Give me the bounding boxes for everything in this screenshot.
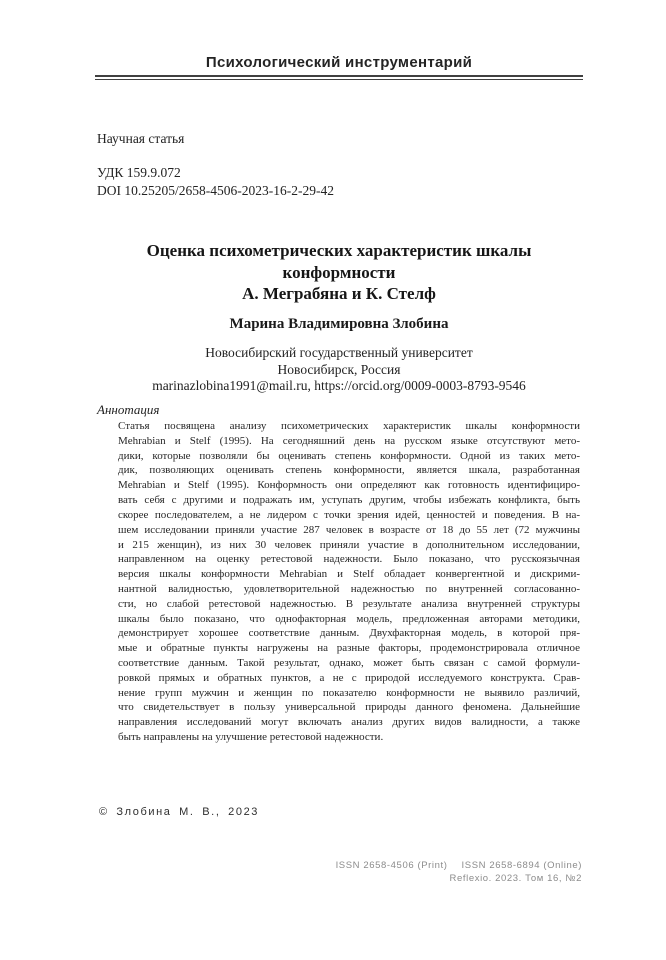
abstract-line: нение групп мужчин и женщин по показателю конформности не выявило различий, [118, 686, 580, 699]
abstract-text [118, 419, 580, 745]
abstract-line: Статья посвящена анализу психометрических характеристик шкалы конформности [118, 420, 580, 432]
page-footer [336, 859, 582, 885]
footer-issn-row [336, 859, 582, 872]
affiliation-city: Новосибирск, Россия [277, 361, 401, 377]
abstract-line: ровкой прямых и обратных пунктов, а не с природой исследуемого конструкта. Срав- [118, 671, 580, 684]
abstract-line: мые и обратные пункты нагружены на разные факторы, продемонстрировала отличное [118, 642, 580, 655]
article-title-line: Оценка психометрических характеристик шкалы [146, 241, 532, 260]
abstract-label: Аннотация [97, 402, 160, 417]
journal-volume-line: Reflexio. 2023. Том 16, №2 [449, 873, 582, 884]
abstract-line: дик, позволяющих оценивать степень конформности, является шкала, разработанная [118, 464, 580, 477]
doi-number: DOI 10.25205/2658-4506-2023-16-2-29-42 [97, 183, 334, 198]
article-title [92, 240, 586, 305]
affiliation-university: Новосибирский государственный университет [205, 345, 473, 360]
abstract-line: нантной валидностью, удовлетворительной надежностью по внутренней согласованно- [118, 582, 580, 595]
article-type-label: Научная статья [97, 131, 185, 146]
author-name: Марина Владимировна Злобина [229, 316, 449, 332]
copyright-notice: © Злобина М. В., 2023 [99, 806, 260, 818]
abstract-line: шем исследовании приняли участие 287 человек в возрасте от 18 до 55 лет (72 мужчины [118, 523, 580, 536]
abstract-line: шкалы было показано, что однофакторная модель, предложенная авторами методики, [118, 612, 580, 625]
article-title-line: конформности [282, 262, 396, 282]
abstract-line: демонстрирует хорошее соответствие данным. Двухфакторная модель, в которой пря- [118, 627, 580, 640]
abstract-line: направленном на оценку ретестовой надежности. Было показано, что русскоязычная [118, 553, 580, 566]
issn-online: ISSN 2658-6894 (Online) [461, 860, 582, 871]
affiliation-block [92, 345, 586, 378]
udc-number: УДК 159.9.072 [97, 165, 181, 180]
abstract-line: сти, но слабой ретестовой надежностью. В результате анализа внутренней структуры [118, 597, 580, 610]
abstract-line: скорее последователем, а не лидером с точки зрения идей, ценностей и поведения. В на- [118, 508, 580, 521]
author-contacts: marinazlobina1991@mail.ru, https://orcid.org/0009-0003-8793-9546 [152, 378, 526, 393]
article-title-line: А. Меграбяна и К. Стелф [242, 284, 436, 303]
abstract-line: вать себя с другими и подражать им, уступать другим, чтобы избежать конфликта, быть [118, 494, 580, 507]
header-rule [95, 75, 583, 80]
abstract-line: Mehrabian и Stelf (1995). Конформность они определяют как готовность идентифициро- [118, 479, 580, 492]
abstract-line: дики, которые позволяли бы оценивать степень конформности. Одной из таких мето- [118, 449, 580, 462]
abstract-line: и 215 женщин), из них 30 человек приняли участие в дополнительном исследовании, [118, 538, 580, 551]
abstract-line: что свидетельствует в пользу универсальной природы данного феномена. Дальнейшие [118, 701, 580, 714]
abstract-line: направления исследований могут включать анализ других видов валидности, а также [118, 716, 580, 729]
section-header: Психологический инструментарий [205, 54, 473, 71]
issn-print: ISSN 2658-4506 (Print) [335, 860, 448, 871]
abstract-line: Mehrabian и Stelf (1995). На сегодняшний день на русском языке отсутствуют мето- [118, 434, 580, 447]
abstract-line: соответствие данным. Такой результат, однако, может быть связан с самой формули- [118, 657, 580, 669]
abstract-line: быть направлены на улучшение ретестовой надежности. [118, 731, 384, 744]
abstract-line: версия шкалы конформности Mehrabian и Stelf обладает конвергентной и дискрими- [118, 568, 580, 581]
